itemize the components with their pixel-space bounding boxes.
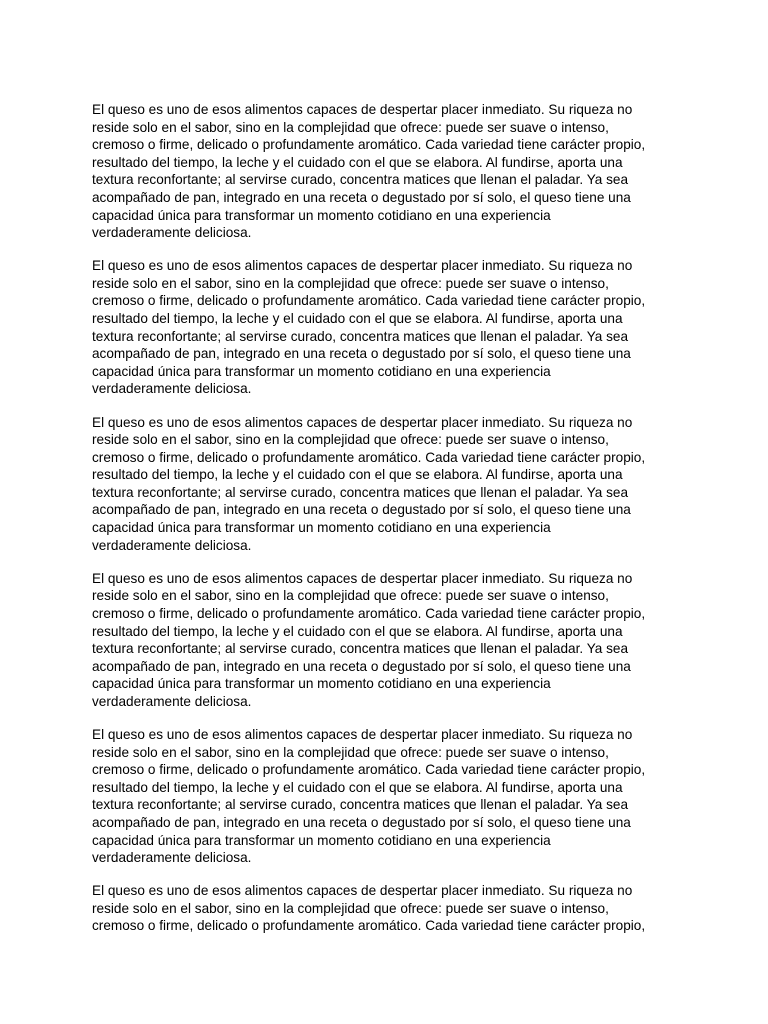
text-line: acompañado de pan, integrado en una receta o degustado por sí solo, el queso tiene una <box>92 189 631 205</box>
text-line: resultado del tiempo, la leche y el cuidado con el que se elabora. Al fundirse, aporta una <box>92 311 623 327</box>
text-line: capacidad única para transformar un momento cotidiano en una experiencia <box>92 676 551 692</box>
text-line: verdaderamente deliciosa. <box>92 381 252 397</box>
text-line: acompañado de pan, integrado en una receta o degustado por sí solo, el queso tiene una <box>92 502 631 518</box>
text-line: textura reconfortante; al servirse curado, concentra matices que llenan el paladar. Ya sea <box>92 797 629 813</box>
text-line: capacidad única para transformar un momento cotidiano en una experiencia <box>92 520 551 536</box>
text-line: textura reconfortante; al servirse curado, concentra matices que llenan el paladar. Ya sea <box>92 328 629 344</box>
text-line: capacidad única para transformar un momento cotidiano en una experiencia <box>92 207 551 223</box>
text-line: cremoso o firme, delicado o profundamente aromático. Cada variedad tiene carácter propio, <box>92 762 646 778</box>
text-line: resultado del tiempo, la leche y el cuidado con el que se elabora. Al fundirse, aporta una <box>92 467 623 483</box>
text-line: cremoso o firme, delicado o profundamente aromático. Cada variedad tiene carácter propio, <box>92 293 646 309</box>
text-line: reside solo en el sabor, sino en la complejidad que ofrece: puede ser suave o intenso, <box>92 588 609 604</box>
text-line: reside solo en el sabor, sino en la complejidad que ofrece: puede ser suave o intenso, <box>92 432 609 448</box>
paragraph <box>92 570 682 711</box>
text-line: resultado del tiempo, la leche y el cuidado con el que se elabora. Al fundirse, aporta una <box>92 779 623 795</box>
text-line: reside solo en el sabor, sino en la complejidad que ofrece: puede ser suave o intenso, <box>92 744 609 760</box>
text-line: verdaderamente deliciosa. <box>92 225 252 241</box>
text-line: verdaderamente deliciosa. <box>92 693 252 709</box>
text-line: cremoso o firme, delicado o profundamente aromático. Cada variedad tiene carácter propio, <box>92 605 646 621</box>
document-body <box>92 101 682 951</box>
paragraph <box>92 257 682 398</box>
paragraph <box>92 882 682 935</box>
text-line: cremoso o firme, delicado o profundamente aromático. Cada variedad tiene carácter propio, <box>92 918 646 934</box>
text-line: acompañado de pan, integrado en una receta o degustado por sí solo, el queso tiene una <box>92 658 631 674</box>
text-line: capacidad única para transformar un momento cotidiano en una experiencia <box>92 832 551 848</box>
text-line: cremoso o firme, delicado o profundamente aromático. Cada variedad tiene carácter propio, <box>92 137 646 153</box>
text-line: El queso es uno de esos alimentos capaces de despertar placer inmediato. Su riqueza no <box>92 414 633 430</box>
text-line: reside solo en el sabor, sino en la complejidad que ofrece: puede ser suave o intenso, <box>92 275 609 291</box>
text-line: El queso es uno de esos alimentos capaces de despertar placer inmediato. Su riqueza no <box>92 258 633 274</box>
paragraph <box>92 726 682 867</box>
text-line: verdaderamente deliciosa. <box>92 537 252 553</box>
text-line: El queso es uno de esos alimentos capaces de despertar placer inmediato. Su riqueza no <box>92 570 633 586</box>
text-line: textura reconfortante; al servirse curado, concentra matices que llenan el paladar. Ya sea <box>92 641 629 657</box>
text-line: reside solo en el sabor, sino en la complejidad que ofrece: puede ser suave o intenso, <box>92 119 609 135</box>
text-line: capacidad única para transformar un momento cotidiano en una experiencia <box>92 363 551 379</box>
text-line: acompañado de pan, integrado en una receta o degustado por sí solo, el queso tiene una <box>92 346 631 362</box>
text-line: textura reconfortante; al servirse curado, concentra matices que llenan el paladar. Ya sea <box>92 172 629 188</box>
paragraph <box>92 414 682 555</box>
paragraph <box>92 101 682 242</box>
text-line: reside solo en el sabor, sino en la complejidad que ofrece: puede ser suave o intenso, <box>92 900 609 916</box>
text-line: El queso es uno de esos alimentos capaces de despertar placer inmediato. Su riqueza no <box>92 102 633 117</box>
text-line: acompañado de pan, integrado en una receta o degustado por sí solo, el queso tiene una <box>92 814 631 830</box>
text-line: resultado del tiempo, la leche y el cuidado con el que se elabora. Al fundirse, aporta una <box>92 623 623 639</box>
text-line: verdaderamente deliciosa. <box>92 850 252 866</box>
text-line: cremoso o firme, delicado o profundamente aromático. Cada variedad tiene carácter propio, <box>92 449 646 465</box>
text-line: El queso es uno de esos alimentos capaces de despertar placer inmediato. Su riqueza no <box>92 883 633 899</box>
text-line: resultado del tiempo, la leche y el cuidado con el que se elabora. Al fundirse, aporta una <box>92 154 623 170</box>
text-line: textura reconfortante; al servirse curado, concentra matices que llenan el paladar. Ya sea <box>92 484 629 500</box>
text-line: El queso es uno de esos alimentos capaces de despertar placer inmediato. Su riqueza no <box>92 727 633 742</box>
